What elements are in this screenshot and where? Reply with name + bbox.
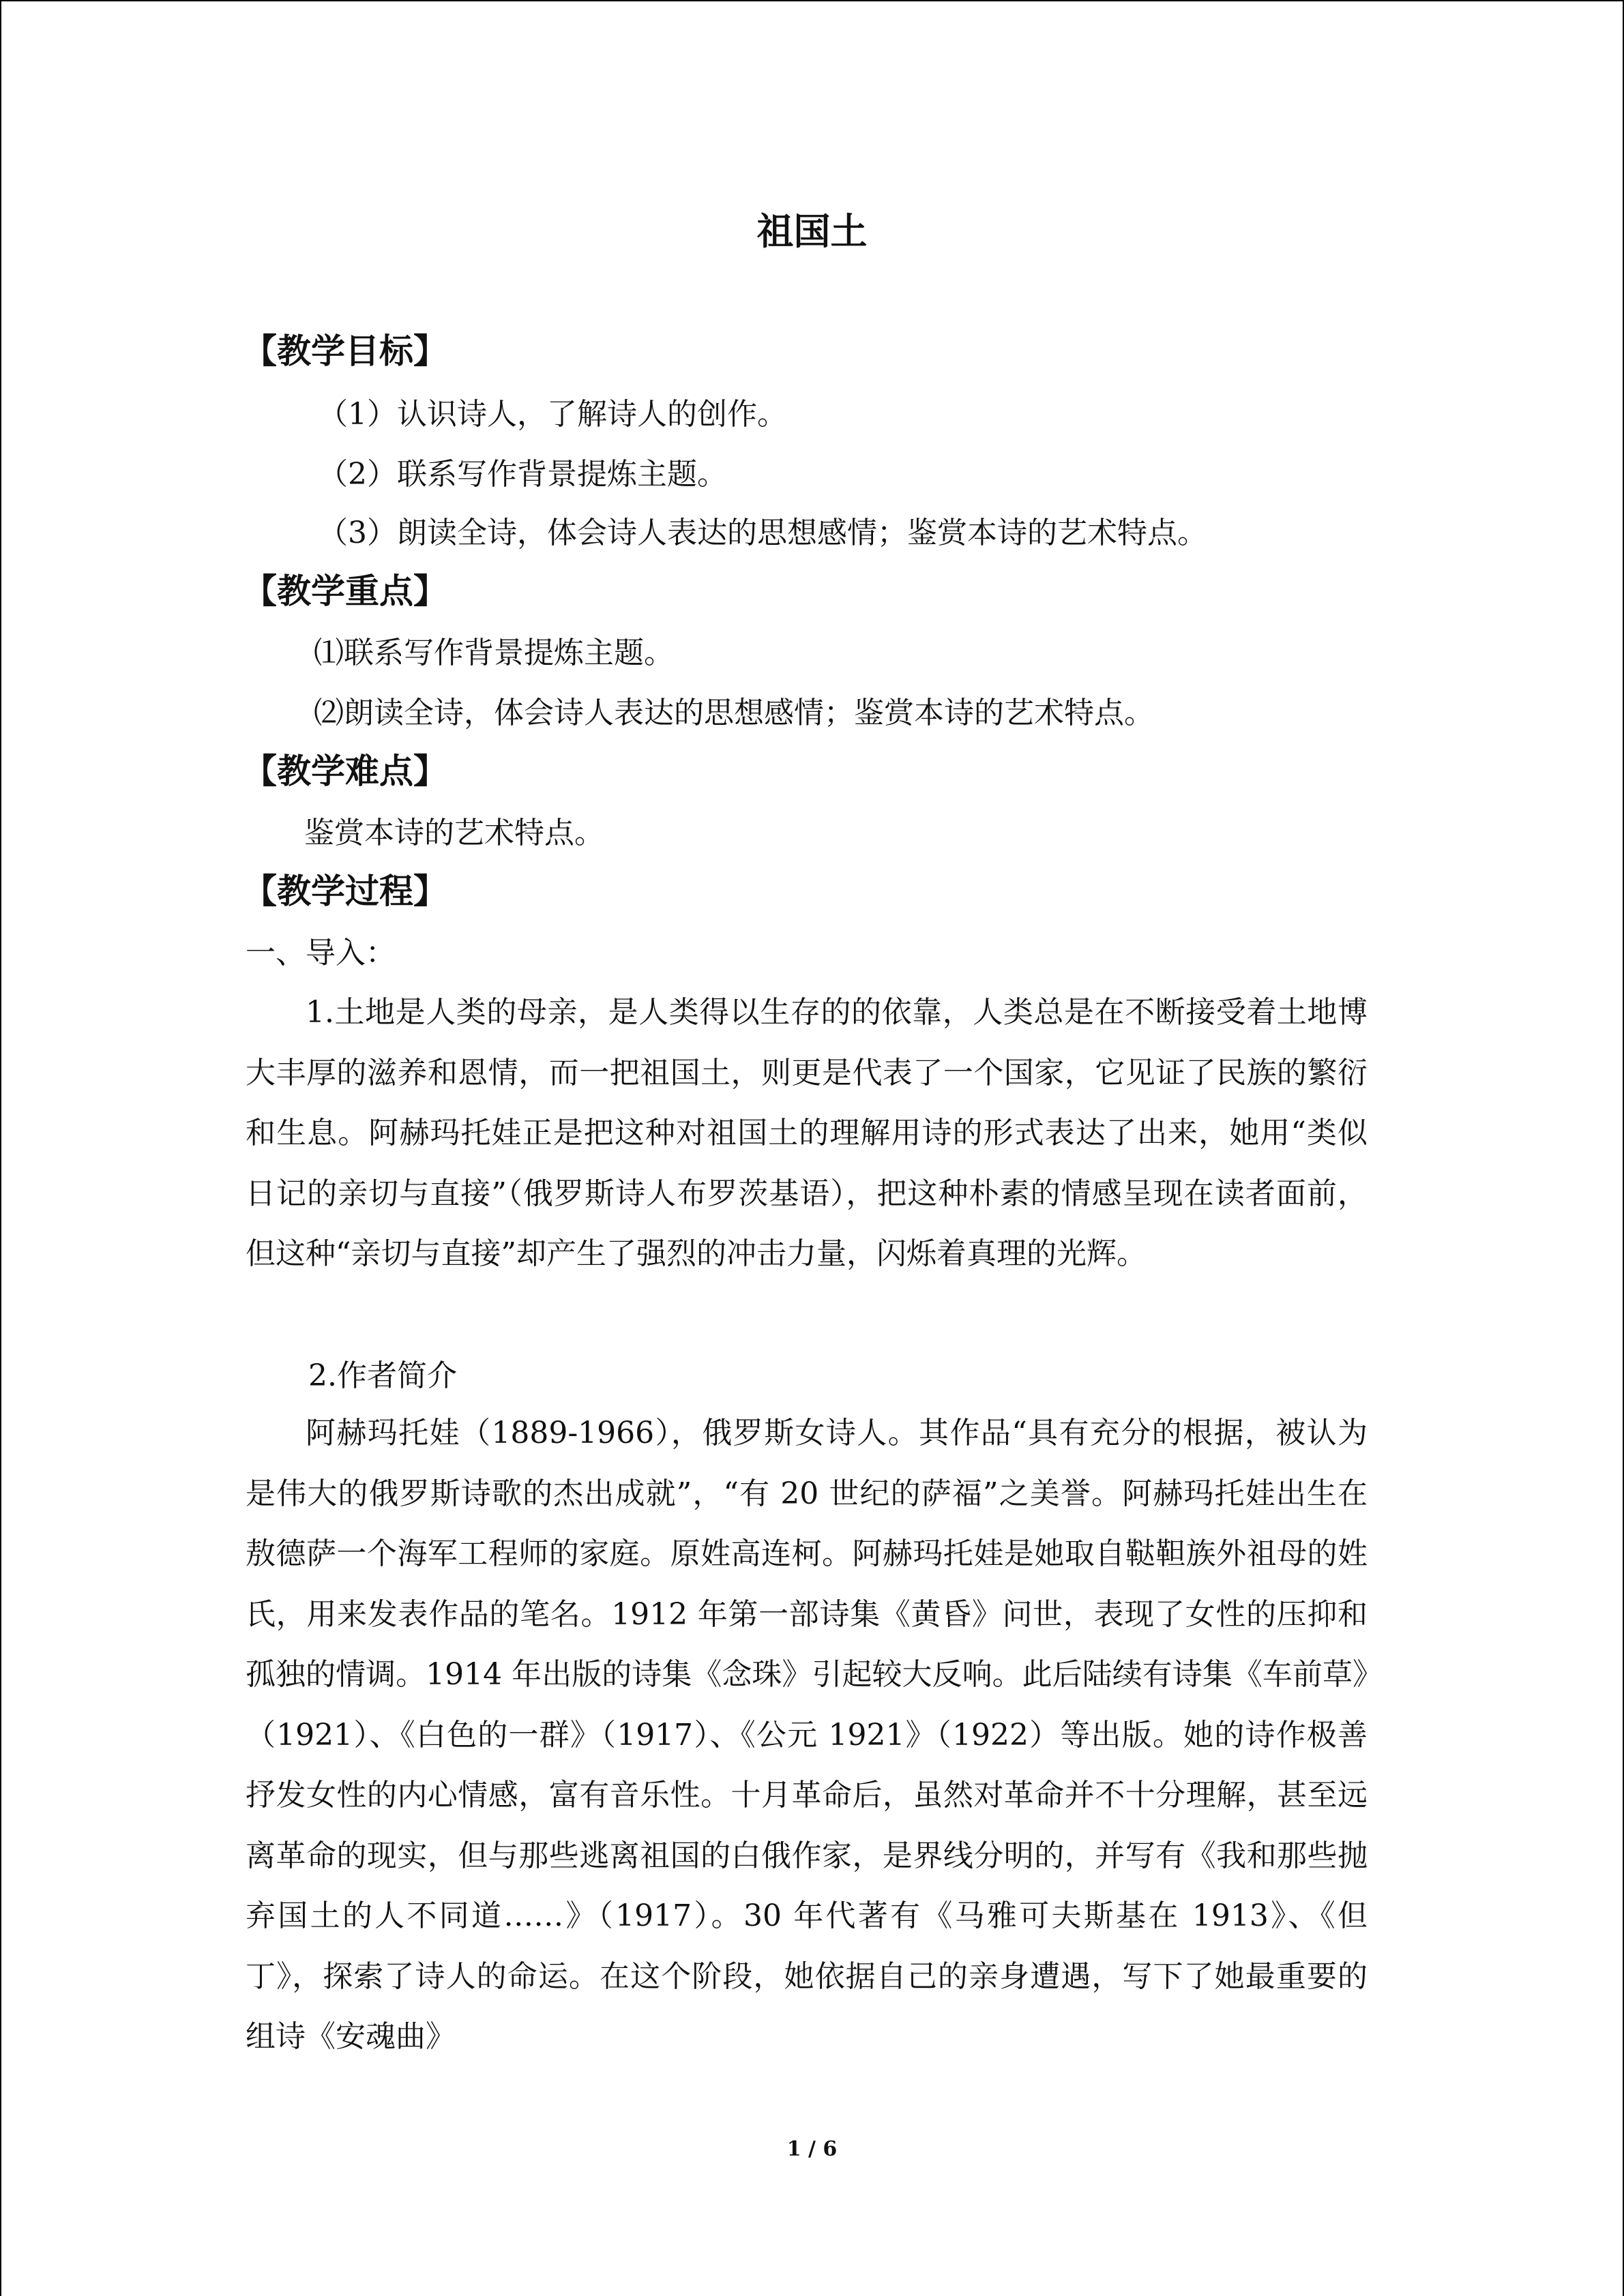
objective-item-1: （1）认识诗人，了解诗人的创作。	[318, 397, 787, 432]
author-bio-paragraph: 阿赫玛托娃（1889-1966），俄罗斯女诗人。其作品“具有充分的根据，被认为是伟大的俄罗斯诗歌的杰出成就”，“有 20 世纪的萨福”之美誉。阿赫玛托娃出生在敖德萨一个海军工程师的家庭。原姓高连柯。阿赫玛托娃是她取自鞑靼族外祖母的姓氏，用来发表作品的笔名。1912 年第一部诗集《黄昏》问世，表现了女性的压抑和孤独的情调。1914 年出版的诗集《念珠》引起较大反响。此后陆续有诗集《车前草》（1921）、《白色的一群》（1917）、《公元 1921》（1922）等出版。她的诗作极善抒发女性的内心情感，富有音乐性。十月革命后，虽然对革命并不十分理解，甚至远离革命的现实，但与那些逃离祖国的白俄作家，是界线分明的，并写有《我和那些抛弃国土的人不同道……》（1917）。30 年代著有《马雅可夫斯基在 1913》、《但丁》，探索了诗人的命运。在这个阶段，她依据自己的亲身遭遇，写下了她最重要的组诗《安魂曲》	[246, 1416, 1368, 2054]
key-point-item-1: ⑴联系写作背景提炼主题。	[314, 636, 674, 670]
difficulties-text: 鉴赏本诗的艺术特点。	[304, 816, 604, 850]
intro-paragraph: 1.土地是人类的母亲，是人类得以生存的的依靠，人类总是在不断接受着土地博大丰厚的滋养和恩情，而一把祖国土，则更是代表了一个国家，它见证了民族的繁衍和生息。阿赫玛托娃正是把这种对祖国土的理解用诗的形式表达了出来，她用“类似日记的亲切与直接”（俄罗斯诗人布罗茨基语），把这种朴素的情感呈现在读者面前，但这种“亲切与直接”却产生了强烈的冲击力量，闪烁着真理的光辉。	[246, 995, 1368, 1271]
document-title: 祖国土	[756, 210, 868, 253]
page-border-top	[0, 0, 1624, 1]
objectives-heading: 【教学目标】	[243, 331, 447, 371]
page-border-left	[0, 0, 1, 2296]
process-heading: 【教学过程】	[243, 871, 447, 911]
page-number: 1 / 6	[786, 2137, 838, 2161]
key-points-heading: 【教学重点】	[243, 571, 447, 611]
difficulties-heading: 【教学难点】	[243, 751, 447, 791]
objective-item-3: （3）朗读全诗，体会诗人表达的思想感情；鉴赏本诗的艺术特点。	[318, 516, 1207, 550]
author-intro-subheading: 2.作者简介	[308, 1358, 457, 1393]
key-point-item-2: ⑵朗读全诗，体会诗人表达的思想感情；鉴赏本诗的艺术特点。	[314, 696, 1154, 730]
objective-item-2: （2）联系写作背景提炼主题。	[318, 457, 727, 492]
process-step-intro: 一、导入：	[246, 936, 396, 970]
